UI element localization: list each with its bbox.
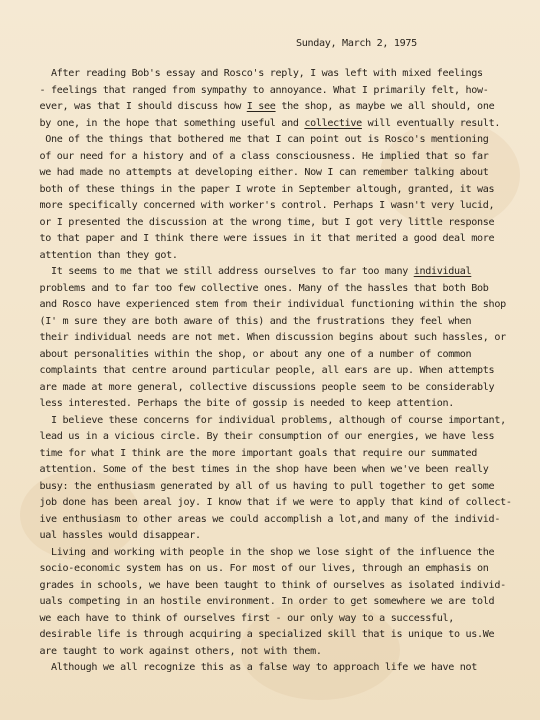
text-line: by one, in the hope that something useful and collective will eventually result. xyxy=(28,117,501,129)
text-line: less interested. Perhaps the bite of gossip is needed to keep attention. xyxy=(28,398,455,409)
text-line: attention than they got. xyxy=(28,249,178,261)
text-line: socio-economic system has on us. For most of our lives, through an emphasis on xyxy=(28,563,489,574)
text-line: (I' m sure they are both aware of this) and the frustrations they feel when xyxy=(28,315,472,327)
text-line: more specifically concerned with worker's control. Perhaps I wasn't very lucid, xyxy=(28,200,495,211)
text-line: grades in schools, we have been taught to think of ourselves as isolated individ- xyxy=(28,579,506,591)
text-line: problems and to far too few collective ones. Many of the hassles that both Bob xyxy=(28,282,489,294)
text-line: - feelings that ranged from sympathy to annoyance. What I primarily felt, how- xyxy=(28,84,489,96)
text-line: we had made no attempts at developing either. Now I can remember talking about xyxy=(28,167,489,178)
text-line: are taught to work against others, not with them. xyxy=(28,645,322,657)
text-line: of our need for a history and of a class consciousness. He implied that so far xyxy=(28,150,489,162)
text-line: Although we all recognize this as a false way to approach life we have not xyxy=(28,662,478,673)
text-line: It seems to me that we still address ourselves to far too many individual xyxy=(28,266,472,277)
text-line: about personalities within the shop, or about any one of a number of common xyxy=(28,348,472,360)
text-line: desirable life is through acquiring a specialized skill that is unique to us.We xyxy=(28,629,495,640)
text-line: complaints that centre around particular people, all ears are up. When attempts xyxy=(28,365,495,376)
text-line: and Rosco have experienced stem from their individual functioning within the shop xyxy=(28,299,506,310)
text-line: lead us in a vicious circle. By their consumption of our energies, we have less xyxy=(28,431,495,442)
text-line: ever, was that I should discuss how I see the shop, as maybe we all should, one xyxy=(28,101,495,112)
text-line: we each have to think of ourselves first - our only way to a successful, xyxy=(28,612,455,624)
text-line: ive enthusiasm to other areas we could accomplish a lot,and many of the individ- xyxy=(28,513,501,525)
document-date: Sunday, March 2, 1975 xyxy=(296,38,417,49)
text-line: attention. Some of the best times in the shop have been when we've been really xyxy=(28,464,489,475)
text-line: ual hassles would disappear. xyxy=(28,530,201,541)
text-line: busy: the enthusiasm generated by all of us having to pull together to get some xyxy=(28,480,495,492)
text-line: Living and working with people in the shop we lose sight of the influence the xyxy=(28,546,495,558)
text-line: One of the things that bothered me that I can point out is Rosco's mentioning xyxy=(28,134,489,145)
text-line: to that paper and I think there were issues in it that merited a good deal more xyxy=(28,233,495,244)
text-line: job done has been areal joy. I know that if we were to apply that kind of collect- xyxy=(28,497,512,508)
text-line: time for what I think are the more important goals that require our summated xyxy=(28,447,478,459)
text-line: both of these things in the paper I wrote in September altough, granted, it was xyxy=(28,183,495,195)
text-line: After reading Bob's essay and Rosco's reply, I was left with mixed feelings xyxy=(28,68,483,79)
text-line: are made at more general, collective discussions people seem to be considerably xyxy=(28,381,495,393)
text-line: I believe these concerns for individual problems, although of course important, xyxy=(28,414,506,426)
text-line: or I presented the discussion at the wrong time, but I got very little response xyxy=(28,216,495,228)
text-line: uals competing in an hostile environment. In order to get somewhere we are told xyxy=(28,596,495,607)
text-line: their individual needs are not met. When discussion begins about such hassles, or xyxy=(28,332,506,343)
